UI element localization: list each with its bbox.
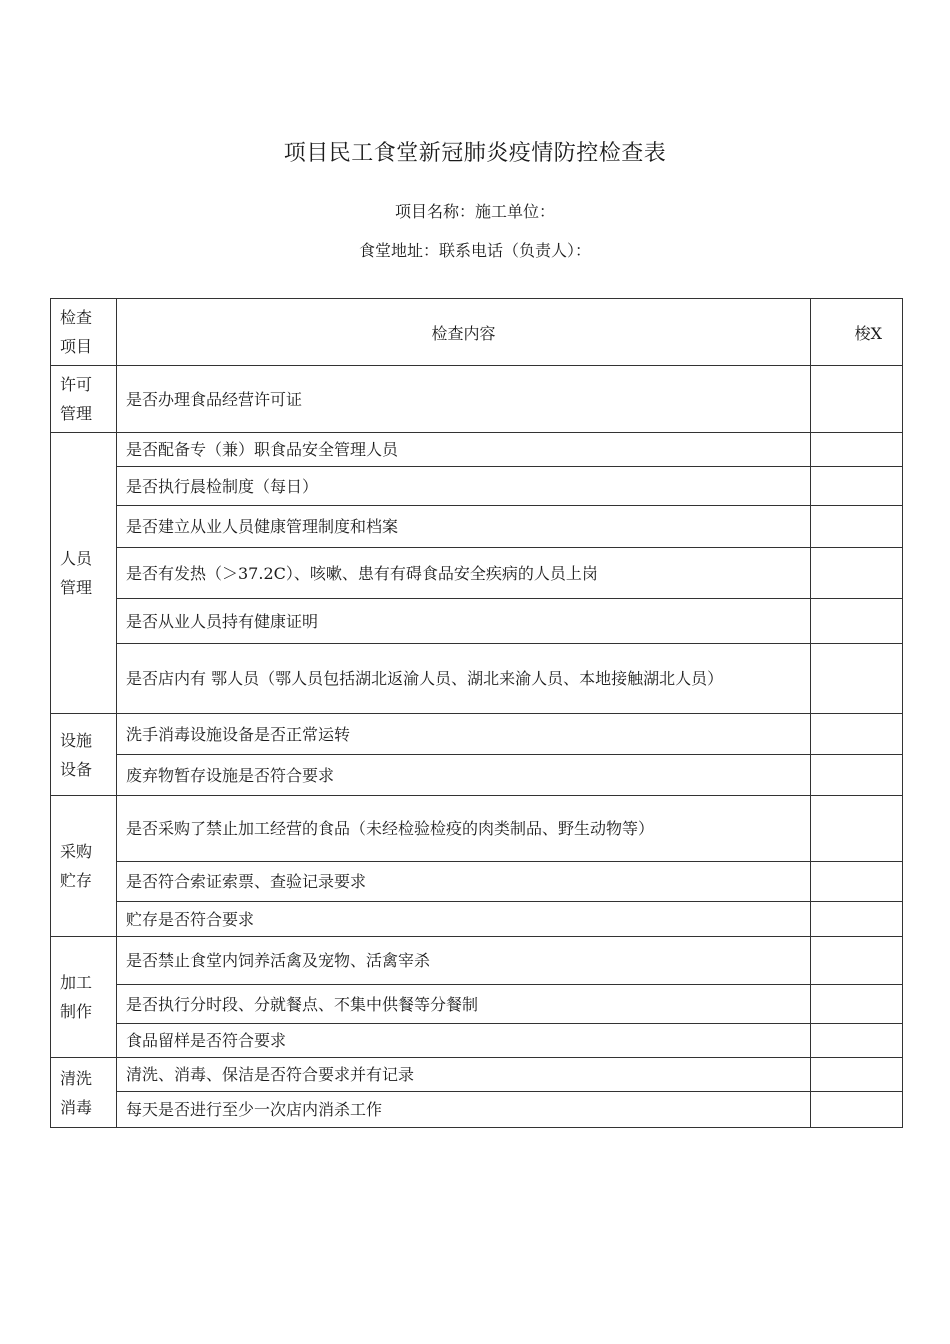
table-row <box>51 862 903 902</box>
category-cell-facilities <box>51 714 117 796</box>
table-row <box>51 755 903 796</box>
check-result-cell[interactable] <box>811 644 903 714</box>
category-line1: 人员 <box>60 549 93 568</box>
check-item: 是否从业人员持有健康证明 <box>117 599 811 644</box>
header-content-cell: 检查内容 <box>117 299 811 366</box>
check-item: 是否采购了禁止加工经营的食品（未经检验检疫的肉类制品、野生动物等） <box>117 796 811 862</box>
check-item: 是否禁止食堂内饲养活禽及宠物、活禽宰杀 <box>117 937 811 985</box>
inspection-table <box>50 298 903 1128</box>
header-check-cell: 梭X <box>811 299 903 366</box>
category-line1: 采购 <box>60 842 93 861</box>
header-row <box>51 299 903 366</box>
check-result-cell[interactable] <box>811 796 903 862</box>
check-result-cell[interactable] <box>811 985 903 1024</box>
table-row <box>51 467 903 506</box>
check-result-cell[interactable] <box>811 1092 903 1128</box>
check-result-cell[interactable] <box>811 366 903 433</box>
check-result-cell[interactable] <box>811 755 903 796</box>
table-row <box>51 714 903 755</box>
table-row <box>51 796 903 862</box>
table-row <box>51 937 903 985</box>
check-result-cell[interactable] <box>811 433 903 467</box>
table-row <box>51 506 903 548</box>
canteen-info-line: 食堂地址：联系电话（负责人）： <box>358 241 591 260</box>
category-cell-license <box>51 366 117 433</box>
check-result-cell[interactable] <box>811 1024 903 1058</box>
table-row <box>51 985 903 1024</box>
table-row <box>51 433 903 467</box>
category-cell-procurement <box>51 796 117 937</box>
header-category-cell <box>51 299 117 366</box>
project-info-line: 项目名称：施工单位： <box>394 202 555 221</box>
category-line1: 清洗 <box>60 1068 93 1088</box>
category-line2: 消毒 <box>60 1097 93 1117</box>
table-row <box>51 1058 903 1092</box>
check-item: 每天是否进行至少一次店内消杀工作 <box>117 1092 811 1128</box>
check-item: 洗手消毒设施设备是否正常运转 <box>117 714 811 755</box>
check-result-cell[interactable] <box>811 862 903 902</box>
table-row <box>51 599 903 644</box>
header-category-line1: 检查 <box>60 308 93 327</box>
table-row <box>51 644 903 714</box>
table-row <box>51 548 903 599</box>
check-item: 是否办理食品经营许可证 <box>117 366 811 433</box>
page-title: 项目民工食堂新冠肺炎疫情防控检查表 <box>283 141 667 166</box>
category-line2: 管理 <box>60 578 93 597</box>
check-item: 是否配备专（兼）职食品安全管理人员 <box>117 433 811 467</box>
category-cell-personnel <box>51 433 117 714</box>
check-item: 废弃物暂存设施是否符合要求 <box>117 755 811 796</box>
check-result-cell[interactable] <box>811 1058 903 1092</box>
check-result-cell[interactable] <box>811 714 903 755</box>
category-line1: 设施 <box>60 730 93 750</box>
check-item: 是否店内有 鄂人员（鄂人员包括湖北返渝人员、湖北来渝人员、本地接触湖北人员） <box>117 644 811 714</box>
table-row <box>51 1024 903 1058</box>
check-item: 是否建立从业人员健康管理制度和档案 <box>117 506 811 548</box>
category-line2: 贮存 <box>60 871 93 890</box>
check-item: 是否执行分时段、分就餐点、不集中供餐等分餐制 <box>117 985 811 1024</box>
check-result-cell[interactable] <box>811 902 903 937</box>
table-row <box>51 366 903 433</box>
check-result-cell[interactable] <box>811 937 903 985</box>
check-result-cell[interactable] <box>811 467 903 506</box>
check-item: 是否执行晨检制度（每日） <box>117 467 811 506</box>
header-category-line2: 项目 <box>60 337 93 356</box>
table-row <box>51 902 903 937</box>
check-result-cell[interactable] <box>811 548 903 599</box>
check-result-cell[interactable] <box>811 599 903 644</box>
category-line2: 制作 <box>60 1002 93 1021</box>
category-cell-processing <box>51 937 117 1058</box>
category-line2: 设备 <box>60 759 93 779</box>
category-cell-cleaning <box>51 1058 117 1128</box>
category-line1: 加工 <box>60 973 93 992</box>
check-item: 清洗、消毒、保洁是否符合要求并有记录 <box>117 1058 811 1092</box>
check-item: 是否有发热（＞37.2C）、咳嗽、患有有碍食品安全疾病的人员上岗 <box>117 548 811 599</box>
table-row <box>51 1092 903 1128</box>
category-line2: 管理 <box>60 404 93 423</box>
check-item: 贮存是否符合要求 <box>117 902 811 937</box>
check-result-cell[interactable] <box>811 506 903 548</box>
check-item: 是否符合索证索票、查验记录要求 <box>117 862 811 902</box>
category-line1: 许可 <box>60 375 93 394</box>
check-item: 食品留样是否符合要求 <box>117 1024 811 1058</box>
